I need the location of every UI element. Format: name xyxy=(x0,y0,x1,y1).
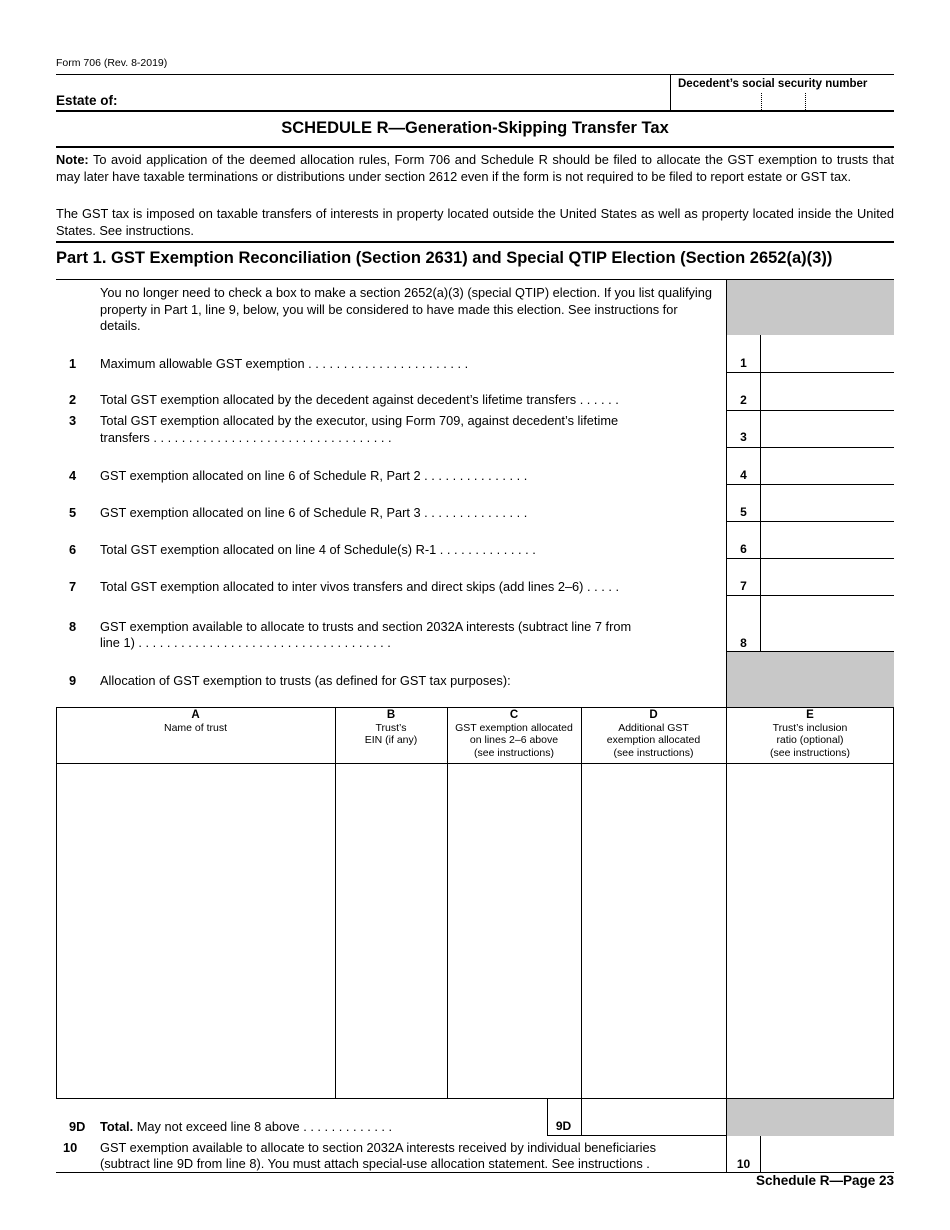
line-4-text: GST exemption allocated on line 6 of Schedule R, Part 2 . . . . . . . . . . . . . . . xyxy=(100,468,528,483)
line-9-text: Allocation of GST exemption to trusts (as defined for GST tax purposes): xyxy=(100,673,511,688)
line-10-text-cont: (subtract line 9D from line 8). You must attach special-use allocation statement. See instructions . xyxy=(100,1156,650,1171)
shaded-cell xyxy=(726,652,894,707)
trust-ein-entry-area[interactable] xyxy=(336,764,447,1098)
line-2-text: Total GST exemption allocated by the decedent against decedent’s lifetime transfers . . . . . . xyxy=(100,392,619,407)
line-5-text: GST exemption allocated on line 6 of Schedule R, Part 3 . . . . . . . . . . . . . . . xyxy=(100,505,528,520)
line-number: 2 xyxy=(69,392,77,407)
note-paragraph xyxy=(56,152,894,185)
line-3-text: Total GST exemption allocated by the executor, using Form 709, against decedent’s lifetime xyxy=(100,413,619,428)
line-number: 3 xyxy=(69,413,77,428)
note-bold: Note: xyxy=(56,152,89,167)
header-rule xyxy=(56,110,894,112)
line-3-text-cont: transfers . . . . . . . . . . . . . . . . . . . . . . . . . . . . . . . . . . xyxy=(100,430,392,445)
line-10-text: GST exemption available to allocate to section 2032A interests received by individual beneficiaries xyxy=(100,1140,657,1155)
line-number: 7 xyxy=(69,579,77,594)
line-number: 10 xyxy=(63,1140,78,1155)
gst-paragraph: The GST tax is imposed on taxable transfers of interests in property located outside the United States as well as property located inside the United States. See instructions. xyxy=(56,206,894,238)
box-number: 2 xyxy=(740,393,747,407)
box-number: 3 xyxy=(740,430,747,444)
box-number: 4 xyxy=(740,468,747,482)
column-header-e: E Trust’s inclusion ratio (optional) (see instructions) xyxy=(770,709,850,759)
line-number: 4 xyxy=(69,468,77,483)
ssn-field[interactable] xyxy=(670,75,894,111)
column-header-d: D Additional GST exemption allocated (see instructions) xyxy=(606,709,701,759)
line-9d-text: Total. May not exceed line 8 above . . . . . . . . . . . . . xyxy=(100,1119,393,1134)
gst-allocated-entry-area[interactable] xyxy=(448,764,581,1098)
form-id: Form 706 (Rev. 8-2019) xyxy=(56,57,168,69)
schedule-title: SCHEDULE R—Generation-Skipping Transfer Tax xyxy=(281,119,669,137)
estate-of-label: Estate of: xyxy=(56,93,118,108)
line-8-text: GST exemption available to allocate to trusts and section 2032A interests (subtract line 7 from xyxy=(100,619,632,634)
line-number: 5 xyxy=(69,505,77,520)
box-number: 1 xyxy=(740,356,747,370)
inclusion-ratio-entry-area[interactable] xyxy=(727,764,893,1098)
box-number: 10 xyxy=(736,1157,751,1171)
part1-title: Part 1. GST Exemption Reconciliation (Section 2631) and Special QTIP Election (Section 2652(a)(3)) xyxy=(56,249,833,267)
shaded-cell xyxy=(726,280,894,335)
line-number: 9D xyxy=(69,1119,86,1134)
column-header-b: B Trust’s EIN (if any) xyxy=(364,709,418,746)
page-footer: Schedule R—Page 23 xyxy=(755,1173,894,1188)
additional-gst-entry-area[interactable] xyxy=(582,764,726,1098)
ssn-divider xyxy=(805,93,806,110)
line-number: 9 xyxy=(69,673,77,688)
column-header-a: A Name of trust xyxy=(163,709,228,734)
shaded-cell xyxy=(726,1099,894,1136)
ssn-divider xyxy=(761,93,762,110)
line-1-text: Maximum allowable GST exemption . . . . . . . . . . . . . . . . . . . . . . . xyxy=(100,356,469,371)
box-number: 6 xyxy=(740,542,747,556)
line-6-text: Total GST exemption allocated on line 4 of Schedule(s) R-1 . . . . . . . . . . . . . . xyxy=(100,542,536,557)
box-number: 7 xyxy=(740,579,747,593)
box-number: 5 xyxy=(740,505,747,519)
line-8-text-cont: line 1) . . . . . . . . . . . . . . . . . . . . . . . . . . . . . . . . . . . . xyxy=(100,635,391,650)
part-rule xyxy=(56,241,894,243)
note-text: To avoid application of the deemed allocation rules, Form 706 and Schedule R should be filed to allocate the GST exemption to trusts that may later have taxable terminations or distributions under section 2612 even if the form is not required to be filed to report estate or GST tax. xyxy=(56,152,894,184)
box-number: 8 xyxy=(740,636,747,650)
part1-intro: You no longer need to check a box to make a section 2652(a)(3) (special QTIP) election. If you list qualifying property in Part 1, line 9, below, you will be considered to have made this election. See instructions for details. xyxy=(100,285,712,333)
box-number: 9D xyxy=(555,1119,572,1133)
line-number: 8 xyxy=(69,619,77,634)
trust-name-entry-area[interactable] xyxy=(57,764,335,1098)
line-number: 1 xyxy=(69,356,77,371)
line-7-text: Total GST exemption allocated to inter vivos transfers and direct skips (add lines 2–6) . . . . . xyxy=(100,579,620,594)
line-number: 6 xyxy=(69,542,77,557)
column-header-c: C GST exemption allocated on lines 2–6 above (see instructions) xyxy=(455,709,573,759)
ssn-label: Decedent’s social security number xyxy=(678,78,868,90)
title-rule xyxy=(56,146,894,148)
